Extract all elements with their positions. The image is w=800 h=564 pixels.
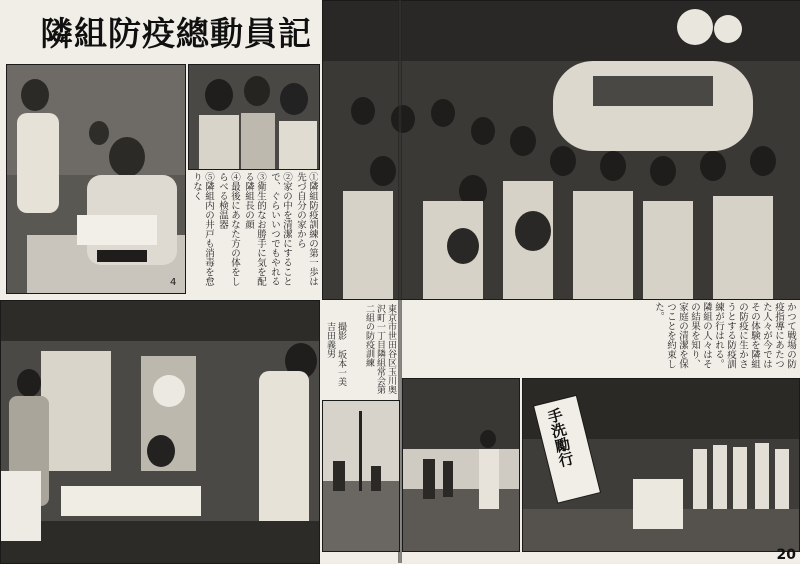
caption-col-4: ④最後にあなた方の体をしらべる検温器 bbox=[217, 172, 240, 286]
caption-col-1: ①隣組防疫訓練の第一歩は先づ自分の家から bbox=[295, 172, 318, 286]
photo-crowd-loudspeaker-car bbox=[322, 0, 800, 300]
article-body bbox=[402, 300, 798, 376]
photo-group-discussion bbox=[188, 64, 320, 170]
sign-handwashing: 手洗勵行 bbox=[544, 406, 577, 469]
photo-disinfecting bbox=[402, 378, 520, 552]
caption-columns bbox=[188, 170, 318, 292]
photo-number-4: 4 bbox=[170, 277, 177, 288]
photo-credit: 撮影 坂本一美 吉田義男 bbox=[325, 322, 346, 386]
caption-col-5: ⑤隣組内の井戸も消毒を怠りなく bbox=[191, 172, 214, 286]
photo-disinfecting-graphic bbox=[403, 379, 519, 551]
photo-group-discussion-graphic bbox=[189, 65, 319, 169]
photo-street-graphic bbox=[323, 401, 399, 551]
article-title: 隣組防疫總動員記 bbox=[40, 14, 312, 53]
photo-crowd-graphic bbox=[323, 1, 800, 299]
photo-interior-first-aid bbox=[0, 300, 320, 564]
photo-street bbox=[322, 400, 400, 552]
article-body-text: かつて戦場の防疫指導にあたつた人々が今ではその体験を隣組の防疫に生かさうとする防疫訓練が行はれる。隣組の人々はその結果を知り、家庭の清潔を保つことを約束した。 bbox=[653, 302, 796, 369]
photo-handwashing-station bbox=[522, 378, 800, 552]
photo-man-reading-graphic bbox=[7, 65, 185, 293]
photo-man-reading bbox=[6, 64, 186, 294]
location-caption: 東京市世田谷区玉川奥沢町一丁目隣組常会第二組の防疫訓練 bbox=[364, 304, 396, 394]
page-number: 20 bbox=[776, 547, 796, 563]
location-caption-block bbox=[322, 302, 398, 398]
caption-col-3: ③衛生的なお勝手に気を配る隣組長の顔 bbox=[243, 172, 266, 286]
photo-interior-graphic bbox=[1, 301, 319, 563]
caption-col-2: ②家の中を清潔にすることで、ぐらいいつでもやれる bbox=[269, 172, 292, 286]
